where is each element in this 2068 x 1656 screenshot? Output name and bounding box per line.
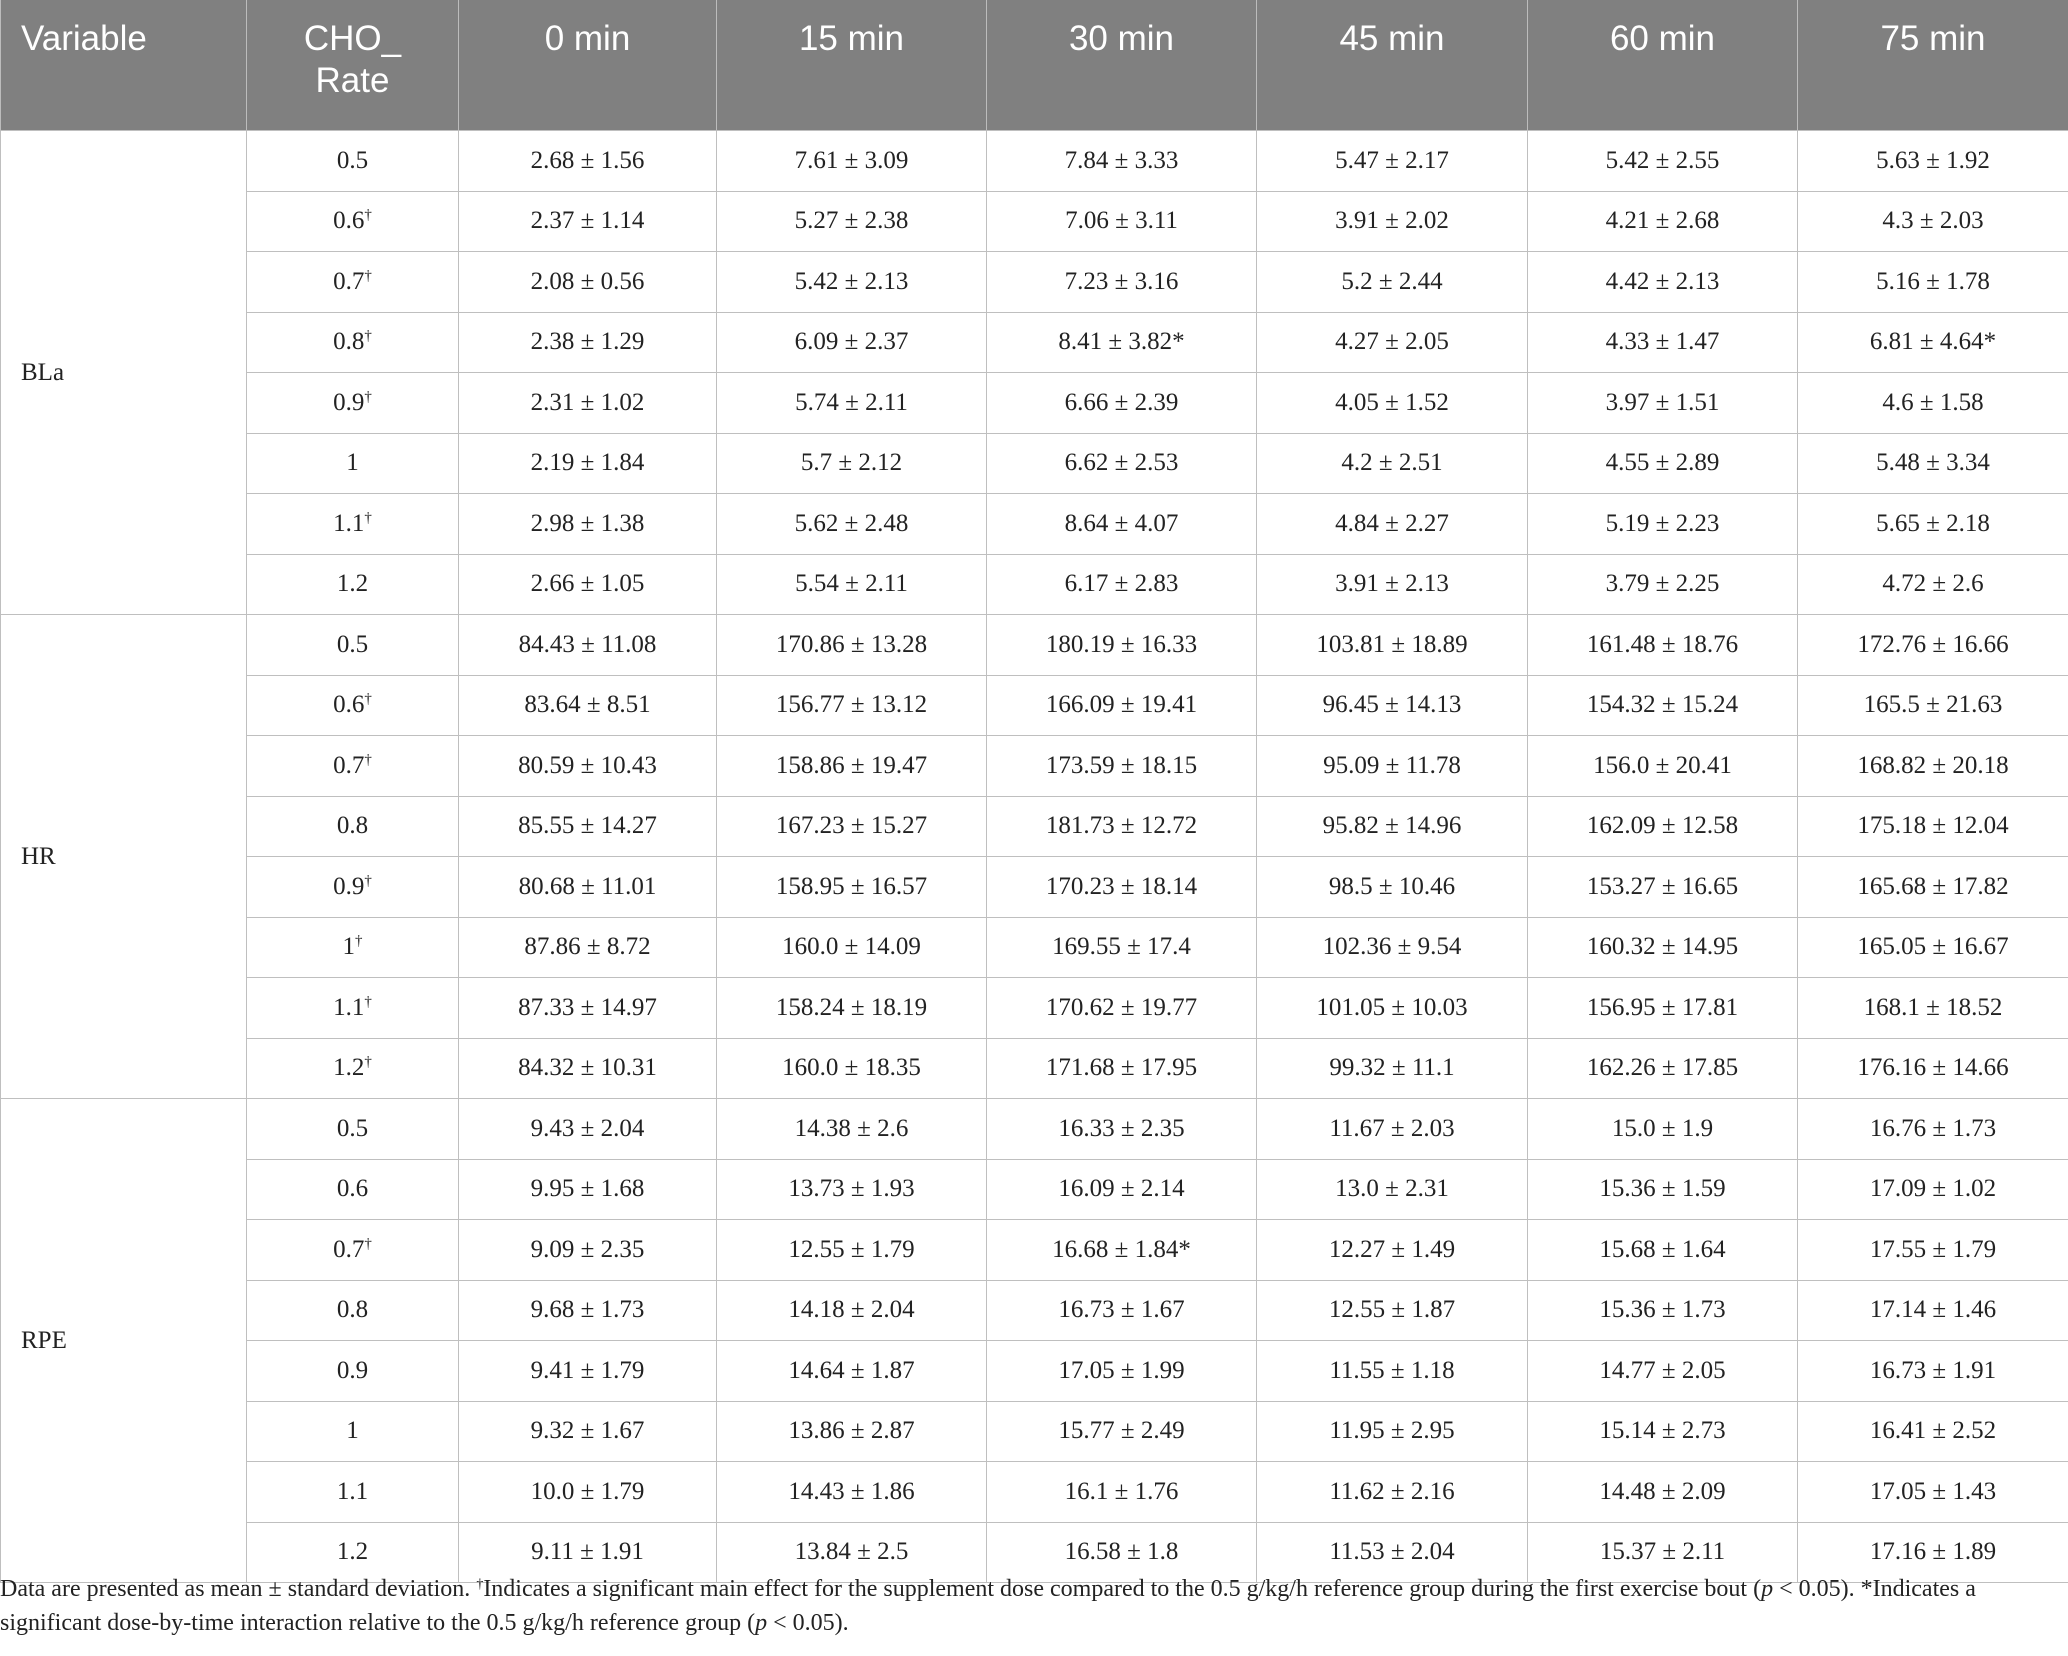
table-row [1, 736, 2068, 797]
value-cell: 99.32 ± 11.1 [1257, 1038, 1528, 1099]
header-variable: Variable [1, 0, 247, 131]
value-cell: 96.45 ± 14.13 [1257, 675, 1528, 736]
value-cell: 4.6 ± 1.58 [1798, 373, 2068, 434]
value-cell: 5.16 ± 1.78 [1798, 252, 2068, 313]
value-cell: 3.97 ± 1.51 [1528, 373, 1798, 434]
value-cell: 16.58 ± 1.8 [987, 1522, 1257, 1583]
value-cell: 16.33 ± 2.35 [987, 1099, 1257, 1160]
value-cell: 84.43 ± 11.08 [459, 615, 717, 676]
dagger-mark: † [364, 872, 372, 889]
value-cell: 17.55 ± 1.79 [1798, 1220, 2068, 1281]
header-30-min: 30 min [987, 0, 1257, 131]
cho-rate-cell [247, 1401, 459, 1462]
value-cell: 16.09 ± 2.14 [987, 1159, 1257, 1220]
value-cell: 7.84 ± 3.33 [987, 131, 1257, 192]
dagger-mark: † [364, 1235, 372, 1252]
value-cell: 2.08 ± 0.56 [459, 252, 717, 313]
value-cell: 4.84 ± 2.27 [1257, 494, 1528, 555]
cho-rate-cell [247, 736, 459, 797]
value-cell: 17.14 ± 1.46 [1798, 1280, 2068, 1341]
cho-rate-cell [247, 796, 459, 857]
value-cell: 5.65 ± 2.18 [1798, 494, 2068, 555]
value-cell: 4.27 ± 2.05 [1257, 312, 1528, 373]
value-cell: 7.61 ± 3.09 [717, 131, 987, 192]
cho-rate-value: 0.9 [333, 872, 365, 900]
value-cell: 80.59 ± 10.43 [459, 736, 717, 797]
table-row [1, 312, 2068, 373]
value-cell: 4.3 ± 2.03 [1798, 191, 2068, 252]
value-cell: 161.48 ± 18.76 [1528, 615, 1798, 676]
dagger-mark: † [364, 993, 372, 1010]
cho-rate-cell [247, 1099, 459, 1160]
value-cell: 3.79 ± 2.25 [1528, 554, 1798, 615]
value-cell: 171.68 ± 17.95 [987, 1038, 1257, 1099]
dagger-mark: † [364, 388, 372, 405]
value-cell: 5.48 ± 3.34 [1798, 433, 2068, 494]
value-cell: 156.0 ± 20.41 [1528, 736, 1798, 797]
value-cell: 153.27 ± 16.65 [1528, 857, 1798, 918]
value-cell: 168.82 ± 20.18 [1798, 736, 2068, 797]
cho-rate-value: 1.1 [336, 1477, 369, 1505]
cho-rate-cell [247, 978, 459, 1039]
value-cell: 180.19 ± 16.33 [987, 615, 1257, 676]
cho-rate-cell [247, 615, 459, 676]
value-cell: 11.55 ± 1.18 [1257, 1341, 1528, 1402]
table-row [1, 1341, 2068, 1402]
value-cell: 15.37 ± 2.11 [1528, 1522, 1798, 1583]
value-cell: 87.33 ± 14.97 [459, 978, 717, 1039]
value-cell: 9.68 ± 1.73 [459, 1280, 717, 1341]
dagger-mark: † [364, 691, 372, 708]
value-cell: 6.66 ± 2.39 [987, 373, 1257, 434]
value-cell: 11.62 ± 2.16 [1257, 1462, 1528, 1523]
table-row [1, 917, 2068, 978]
table-row [1, 1462, 2068, 1523]
value-cell: 160.32 ± 14.95 [1528, 917, 1798, 978]
value-cell: 95.09 ± 11.78 [1257, 736, 1528, 797]
value-cell: 2.38 ± 1.29 [459, 312, 717, 373]
cho-rate-value: 1.2 [336, 570, 369, 598]
value-cell: 15.36 ± 1.59 [1528, 1159, 1798, 1220]
cho-rate-cell [247, 1341, 459, 1402]
value-cell: 4.2 ± 2.51 [1257, 433, 1528, 494]
dagger-mark: † [364, 1054, 372, 1071]
value-cell: 16.73 ± 1.67 [987, 1280, 1257, 1341]
table-row [1, 1038, 2068, 1099]
value-cell: 15.14 ± 2.73 [1528, 1401, 1798, 1462]
cho-rate-value: 0.8 [336, 812, 369, 840]
value-cell: 9.32 ± 1.67 [459, 1401, 717, 1462]
value-cell: 101.05 ± 10.03 [1257, 978, 1528, 1039]
cho-rate-cell [247, 494, 459, 555]
table-row [1, 433, 2068, 494]
value-cell: 87.86 ± 8.72 [459, 917, 717, 978]
value-cell: 16.1 ± 1.76 [987, 1462, 1257, 1523]
cho-rate-cell [247, 373, 459, 434]
dagger-mark: † [355, 933, 363, 950]
table-row [1, 131, 2068, 192]
value-cell: 9.95 ± 1.68 [459, 1159, 717, 1220]
value-cell: 160.0 ± 18.35 [717, 1038, 987, 1099]
value-cell: 14.48 ± 2.09 [1528, 1462, 1798, 1523]
value-cell: 14.64 ± 1.87 [717, 1341, 987, 1402]
value-cell: 6.17 ± 2.83 [987, 554, 1257, 615]
dagger-symbol: † [476, 1577, 484, 1592]
value-cell: 7.23 ± 3.16 [987, 252, 1257, 313]
cho-rate-cell [247, 131, 459, 192]
value-cell: 6.09 ± 2.37 [717, 312, 987, 373]
value-cell: 2.19 ± 1.84 [459, 433, 717, 494]
cho-rate-value: 0.8 [336, 1296, 369, 1324]
value-cell: 166.09 ± 19.41 [987, 675, 1257, 736]
cho-rate-cell [247, 1462, 459, 1523]
table-row [1, 1220, 2068, 1281]
value-cell: 83.64 ± 8.51 [459, 675, 717, 736]
value-cell: 12.55 ± 1.87 [1257, 1280, 1528, 1341]
value-cell: 15.68 ± 1.64 [1528, 1220, 1798, 1281]
cho-rate-cell [247, 312, 459, 373]
value-cell: 6.62 ± 2.53 [987, 433, 1257, 494]
header-cho-rate: CHO_ Rate [247, 0, 459, 131]
value-cell: 102.36 ± 9.54 [1257, 917, 1528, 978]
table-row [1, 494, 2068, 555]
value-cell: 13.73 ± 1.93 [717, 1159, 987, 1220]
value-cell: 160.0 ± 14.09 [717, 917, 987, 978]
cho-rate-value: 1.2 [333, 1054, 365, 1082]
value-cell: 5.27 ± 2.38 [717, 191, 987, 252]
dagger-mark: † [364, 207, 372, 224]
value-cell: 10.0 ± 1.79 [459, 1462, 717, 1523]
value-cell: 5.54 ± 2.11 [717, 554, 987, 615]
table-body [1, 131, 2068, 1583]
table-row [1, 675, 2068, 736]
cho-rate-cell [247, 917, 459, 978]
cho-rate-value: 1.1 [333, 509, 365, 537]
value-cell: 165.05 ± 16.67 [1798, 917, 2068, 978]
cho-rate-cell [247, 1159, 459, 1220]
table-row [1, 796, 2068, 857]
header-0-min: 0 min [459, 0, 717, 131]
value-cell: 95.82 ± 14.96 [1257, 796, 1528, 857]
table-row [1, 615, 2068, 676]
value-cell: 4.55 ± 2.89 [1528, 433, 1798, 494]
value-cell: 17.05 ± 1.43 [1798, 1462, 2068, 1523]
dagger-mark: † [364, 509, 372, 526]
value-cell: 5.47 ± 2.17 [1257, 131, 1528, 192]
p-symbol-2: p [755, 1610, 768, 1636]
value-cell: 3.91 ± 2.02 [1257, 191, 1528, 252]
table-row [1, 554, 2068, 615]
cho-rate-cell [247, 554, 459, 615]
value-cell: 11.67 ± 2.03 [1257, 1099, 1528, 1160]
value-cell: 5.74 ± 2.11 [717, 373, 987, 434]
value-cell: 13.86 ± 2.87 [717, 1401, 987, 1462]
value-cell: 2.98 ± 1.38 [459, 494, 717, 555]
value-cell: 170.62 ± 19.77 [987, 978, 1257, 1039]
value-cell: 16.76 ± 1.73 [1798, 1099, 2068, 1160]
value-cell: 176.16 ± 14.66 [1798, 1038, 2068, 1099]
header-15-min: 15 min [717, 0, 987, 131]
value-cell: 9.43 ± 2.04 [459, 1099, 717, 1160]
value-cell: 165.5 ± 21.63 [1798, 675, 2068, 736]
value-cell: 158.95 ± 16.57 [717, 857, 987, 918]
value-cell: 12.55 ± 1.79 [717, 1220, 987, 1281]
header-45-min: 45 min [1257, 0, 1528, 131]
cho-rate-value: 0.7 [333, 751, 365, 779]
cho-rate-cell [247, 191, 459, 252]
value-cell: 4.05 ± 1.52 [1257, 373, 1528, 434]
value-cell: 4.33 ± 1.47 [1528, 312, 1798, 373]
header-row [1, 0, 2068, 131]
cho-rate-value: 0.9 [333, 388, 365, 416]
table-footnote [0, 1572, 2060, 1640]
value-cell: 158.86 ± 19.47 [717, 736, 987, 797]
value-cell: 15.36 ± 1.73 [1528, 1280, 1798, 1341]
value-cell: 14.38 ± 2.6 [717, 1099, 987, 1160]
value-cell: 156.77 ± 13.12 [717, 675, 987, 736]
value-cell: 15.0 ± 1.9 [1528, 1099, 1798, 1160]
table-row [1, 857, 2068, 918]
value-cell: 84.32 ± 10.31 [459, 1038, 717, 1099]
footnote-text-2: Indicates a significant main effect for the supplement dose compared to the 0.5 g/kg/h reference group during the first exercise bout ( [483, 1576, 1762, 1602]
header-75-min: 75 min [1798, 0, 2068, 131]
value-cell: 85.55 ± 14.27 [459, 796, 717, 857]
value-cell: 170.86 ± 13.28 [717, 615, 987, 676]
value-cell: 162.26 ± 17.85 [1528, 1038, 1798, 1099]
dagger-mark: † [364, 751, 372, 768]
value-cell: 12.27 ± 1.49 [1257, 1220, 1528, 1281]
value-cell: 3.91 ± 2.13 [1257, 554, 1528, 615]
cho-rate-value: 1.2 [336, 1538, 369, 1566]
table-row [1, 373, 2068, 434]
value-cell: 13.84 ± 2.5 [717, 1522, 987, 1583]
variable-cell: BLa [1, 131, 247, 615]
cho-rate-value: 0.5 [336, 146, 369, 174]
value-cell: 4.21 ± 2.68 [1528, 191, 1798, 252]
value-cell: 17.09 ± 1.02 [1798, 1159, 2068, 1220]
value-cell: 2.68 ± 1.56 [459, 131, 717, 192]
value-cell: 14.43 ± 1.86 [717, 1462, 987, 1523]
table-row [1, 978, 2068, 1039]
cho-rate-value: 0.5 [336, 1114, 369, 1142]
value-cell: 8.41 ± 3.82* [987, 312, 1257, 373]
value-cell: 4.72 ± 2.6 [1798, 554, 2068, 615]
value-cell: 5.7 ± 2.12 [717, 433, 987, 494]
value-cell: 9.09 ± 2.35 [459, 1220, 717, 1281]
cho-rate-value: 1 [346, 1417, 359, 1445]
value-cell: 14.18 ± 2.04 [717, 1280, 987, 1341]
value-cell: 9.11 ± 1.91 [459, 1522, 717, 1583]
dagger-mark: † [364, 267, 372, 284]
value-cell: 2.37 ± 1.14 [459, 191, 717, 252]
table-row [1, 252, 2068, 313]
cho-rate-value: 1 [346, 449, 359, 477]
value-cell: 8.64 ± 4.07 [987, 494, 1257, 555]
cho-rate-value: 0.8 [333, 328, 365, 356]
cho-rate-cell [247, 433, 459, 494]
variable-cell: HR [1, 615, 247, 1099]
value-cell: 9.41 ± 1.79 [459, 1341, 717, 1402]
footnote-text-4: < 0.05). [767, 1610, 849, 1636]
table-row [1, 1159, 2068, 1220]
value-cell: 175.18 ± 12.04 [1798, 796, 2068, 857]
value-cell: 169.55 ± 17.4 [987, 917, 1257, 978]
value-cell: 5.63 ± 1.92 [1798, 131, 2068, 192]
cho-rate-value: 1.1 [333, 993, 365, 1021]
value-cell: 167.23 ± 15.27 [717, 796, 987, 857]
value-cell: 5.42 ± 2.55 [1528, 131, 1798, 192]
cho-rate-cell [247, 1038, 459, 1099]
cho-rate-cell [247, 1280, 459, 1341]
value-cell: 5.19 ± 2.23 [1528, 494, 1798, 555]
value-cell: 80.68 ± 11.01 [459, 857, 717, 918]
value-cell: 7.06 ± 3.11 [987, 191, 1257, 252]
value-cell: 6.81 ± 4.64* [1798, 312, 2068, 373]
value-cell: 168.1 ± 18.52 [1798, 978, 2068, 1039]
value-cell: 103.81 ± 18.89 [1257, 615, 1528, 676]
value-cell: 5.2 ± 2.44 [1257, 252, 1528, 313]
cho-rate-value: 0.5 [336, 630, 369, 658]
cho-rate-value: 0.6 [336, 1175, 369, 1203]
value-cell: 98.5 ± 10.46 [1257, 857, 1528, 918]
variable-cell: RPE [1, 1099, 247, 1583]
value-cell: 181.73 ± 12.72 [987, 796, 1257, 857]
value-cell: 17.16 ± 1.89 [1798, 1522, 2068, 1583]
cho-rate-value: 1 [342, 933, 355, 961]
p-symbol: p [1761, 1576, 1774, 1602]
value-cell: 11.53 ± 2.04 [1257, 1522, 1528, 1583]
cho-rate-value: 0.7 [333, 267, 365, 295]
value-cell: 4.42 ± 2.13 [1528, 252, 1798, 313]
dagger-mark: † [364, 328, 372, 345]
value-cell: 156.95 ± 17.81 [1528, 978, 1798, 1039]
value-cell: 158.24 ± 18.19 [717, 978, 987, 1039]
value-cell: 16.73 ± 1.91 [1798, 1341, 2068, 1402]
cho-rate-value: 0.6 [333, 691, 365, 719]
value-cell: 16.41 ± 2.52 [1798, 1401, 2068, 1462]
value-cell: 2.66 ± 1.05 [459, 554, 717, 615]
value-cell: 5.62 ± 2.48 [717, 494, 987, 555]
cho-rate-cell [247, 1220, 459, 1281]
table-row [1, 1401, 2068, 1462]
cho-rate-value: 0.9 [336, 1356, 369, 1384]
value-cell: 17.05 ± 1.99 [987, 1341, 1257, 1402]
cho-rate-cell [247, 675, 459, 736]
footnote-text-1: Data are presented as mean ± standard deviation. [0, 1576, 477, 1602]
cho-rate-value: 0.6 [333, 207, 365, 235]
value-cell: 14.77 ± 2.05 [1528, 1341, 1798, 1402]
value-cell: 13.0 ± 2.31 [1257, 1159, 1528, 1220]
table-row [1, 191, 2068, 252]
value-cell: 5.42 ± 2.13 [717, 252, 987, 313]
cho-rate-value: 0.7 [333, 1235, 365, 1263]
table-row [1, 1280, 2068, 1341]
value-cell: 11.95 ± 2.95 [1257, 1401, 1528, 1462]
value-cell: 170.23 ± 18.14 [987, 857, 1257, 918]
cho-rate-cell [247, 252, 459, 313]
value-cell: 173.59 ± 18.15 [987, 736, 1257, 797]
cho-rate-cell [247, 857, 459, 918]
value-cell: 15.77 ± 2.49 [987, 1401, 1257, 1462]
value-cell: 165.68 ± 17.82 [1798, 857, 2068, 918]
value-cell: 16.68 ± 1.84* [987, 1220, 1257, 1281]
header-60-min: 60 min [1528, 0, 1798, 131]
value-cell: 2.31 ± 1.02 [459, 373, 717, 434]
footnote-text-3: < 0.05). *Indicates a significant dose-by-time interaction relative to the 0.5 g/kg/h reference group ( [0, 1576, 1976, 1636]
value-cell: 162.09 ± 12.58 [1528, 796, 1798, 857]
value-cell: 172.76 ± 16.66 [1798, 615, 2068, 676]
table-row [1, 1099, 2068, 1160]
value-cell: 154.32 ± 15.24 [1528, 675, 1798, 736]
